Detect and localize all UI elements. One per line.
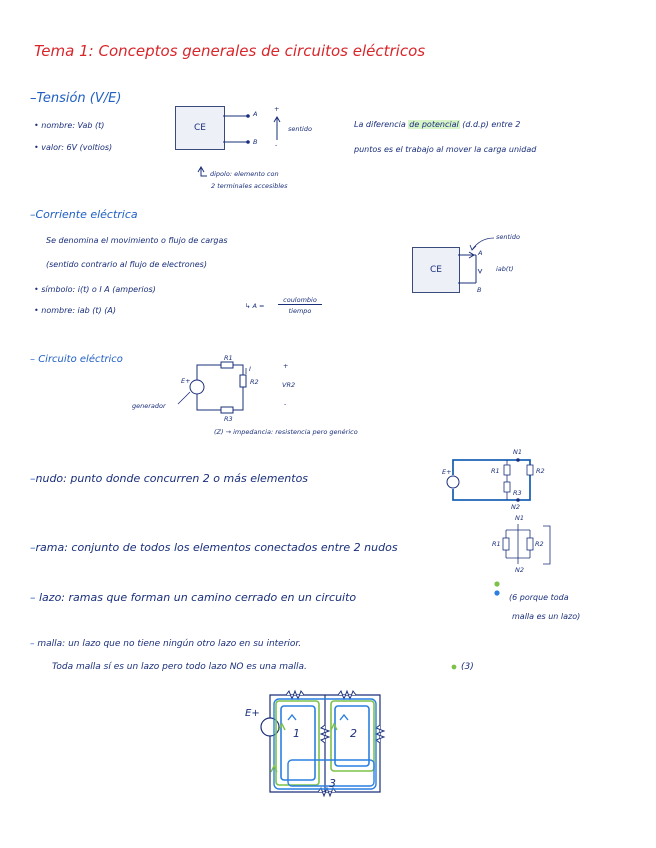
unit-label: A = [252,302,265,310]
tension-valor-text: valor: 6V (voltios) [41,143,113,152]
corriente-heading-text: Corriente eléctrica [35,208,138,221]
rama-r1: R1 [492,540,501,548]
lazo-note-1: (6 porque toda [509,593,569,602]
rama-text-content: rama: conjunto de todos los elementos conectados entre 2 nudos [35,541,398,554]
page-title: Tema 1: Conceptos generales de circuitos eléctricos [34,42,426,60]
circuito-heading-text: Circuito eléctrico [38,354,123,365]
tension-plus: + [274,105,280,113]
nudo-r2: R2 [536,467,545,475]
circuito-plus: + [283,362,289,370]
corriente-simbolo-text: símbolo: i(t) o I A (amperios) [41,285,156,294]
corriente-line2: (sentido contrario al flujo de electrones) [46,260,207,269]
tension-minus: - [275,141,278,149]
rama-text: –rama: conjunto de todos los elementos conectados entre 2 nudos [30,541,398,554]
circuito-minus: - [284,400,287,408]
corriente-a: A [478,249,483,257]
tension-b: B [253,138,258,146]
circuito-r3: R3 [224,415,233,423]
lazo-note-2: malla es un lazo) [512,612,581,621]
nudo-n2: N2 [511,503,520,511]
malla-text-1-content: malla: un lazo que no tiene ningún otro lazo en su interior. [37,639,302,649]
corriente-heading: –Corriente eléctrica [30,208,138,221]
malla-m1: 1 [293,727,300,740]
rama-n2: N2 [515,566,524,574]
malla-m3: 3 [329,777,336,790]
rama-r2: R2 [535,540,544,548]
tension-sentido: sentido [288,125,312,133]
nudo-r1: R1 [491,467,500,475]
tension-heading-text: Tensión (V/E) [36,91,122,106]
corriente-sentido: sentido [496,233,520,241]
circuito-i: I [249,365,251,373]
lazo-text-content: lazo: ramas que forman un camino cerrado en un circuito [39,591,357,604]
corriente-line1: Se denomina el movimiento o flujo de cargas [46,236,228,245]
ce-label-2: CE [430,265,442,275]
malla-text-1: – malla: un lazo que no tiene ningún otro lazo en su interior. [30,639,302,649]
circuito-heading: – Circuito eléctrico [30,354,123,365]
circuito-r2: R2 [250,378,259,386]
dipolo-line1: dipolo: elemento con [210,170,279,178]
malla-m2: 2 [350,727,357,740]
tension-heading: –Tensión (V/E) [30,91,122,106]
circuito-generador: generador [132,402,166,410]
unit-denominator: tiempo [288,307,312,315]
ce-label: CE [194,123,206,133]
malla-text-2: Toda malla sí es un lazo pero todo lazo NO es una malla. [52,662,307,672]
lazo-text: – lazo: ramas que forman un camino cerrado en un circuito [30,591,357,604]
nudo-text-content: nudo: punto donde concurren 2 o más elementos [35,472,309,485]
dipolo-line2: 2 terminales accesibles [211,182,288,190]
circuito-vr: VR2 [282,381,296,389]
malla-e: E+ [245,708,260,719]
corriente-simbolo: • símbolo: i(t) o I A (amperios) [34,285,156,294]
circuito-e: E+ [181,377,191,385]
unit-numerator: coulombio [278,296,322,305]
corriente-iab: iab(t) [496,265,514,273]
circuito-r1: R1 [224,354,233,362]
tension-nombre-text: nombre: Vab (t) [41,121,105,130]
corriente-unit: ↳ A = [245,302,265,310]
rama-n1: N1 [515,514,524,522]
malla-count: (3) [461,662,474,672]
ddp-highlight: de potencial [409,120,459,129]
ddp-line2: puntos es el trabajo al mover la carga unidad [354,145,537,154]
corriente-nombre: • nombre: iab (t) (A) [34,306,116,315]
corriente-b: B [477,286,482,294]
nudo-n1: N1 [513,448,522,456]
tension-valor: • valor: 6V (voltios) [34,143,113,152]
circuito-note: (Z) → impedancia: resistencia pero genérico [214,428,358,436]
ddp-text-a: La diferencia [354,120,409,129]
corriente-nombre-text: nombre: iab (t) (A) [41,306,116,315]
nudo-text: –nudo: punto donde concurren 2 o más elementos [30,472,309,485]
tension-a: A [253,110,258,118]
ddp-text-c: (d.d.p) entre 2 [459,120,521,129]
nudo-r3: R3 [513,489,522,497]
nudo-e: E+ [442,468,452,476]
tension-nombre: • nombre: Vab (t) [34,121,105,130]
